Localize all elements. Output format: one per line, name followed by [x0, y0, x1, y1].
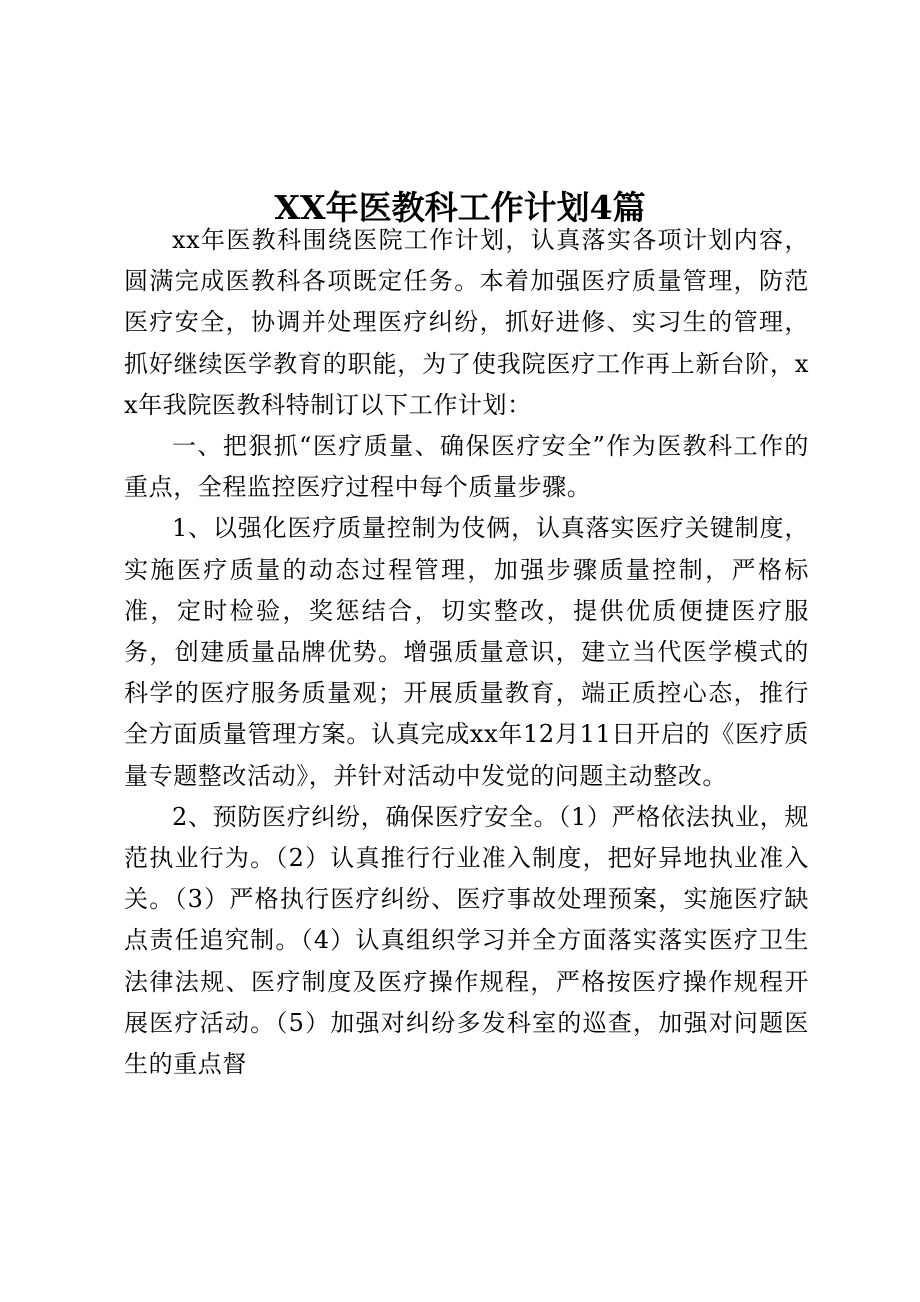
document-title: XX年医教科工作计划4篇 — [274, 188, 646, 228]
document-body — [124, 220, 809, 1085]
paragraph-section-one: 一、把狠抓“医疗质量、确保医疗安全”作为医教科工作的重点，全程监控医疗过程中每个质量步骤。 — [124, 432, 809, 502]
paragraph-item-1: 1、以强化医疗质量控制为伎俩，认真落实医疗关键制度，实施医疗质量的动态过程管理，加强步骤质量控制，严格标准，定时检验，奖惩结合，切实整改，提供优质便捷医疗服务，创建质量品牌优势。增强质量意识，建立当代医学模式的科学的医疗服务质量观；开展质量教育，端正质控心态，推行全方面质量管理方案。认真完成xx年12月11日开启的《医疗质量专题整改活动》，并针对活动中发觉的问题主动整改。 — [124, 514, 809, 790]
paragraph-intro: xx年医教科围绕医院工作计划，认真落实各项计划内容，圆满完成医教科各项既定任务。本着加强医疗质量管理，防范医疗安全，协调并处理医疗纠纷，抓好进修、实习生的管理，抓好继续医学教育的职能，为了使我院医疗工作再上新台阶，xx年我院医教科特制订以下工作计划： — [124, 226, 809, 419]
paragraph-item-2: 2、预防医疗纠纷，确保医疗安全。（1）严格依法执业，规范执业行为。（2）认真推行行业准入制度，把好异地执业准入关。（3）严格执行医疗纠纷、医疗事故处理预案，实施医疗缺点责任追究制。（4）认真组织学习并全方面落实落实医疗卫生法律法规、医疗制度及医疗操作规程，严格按医疗操作规程开展医疗活动。（5）加强对纠纷多发科室的巡查，加强对问题医生的重点督 — [124, 802, 809, 1079]
